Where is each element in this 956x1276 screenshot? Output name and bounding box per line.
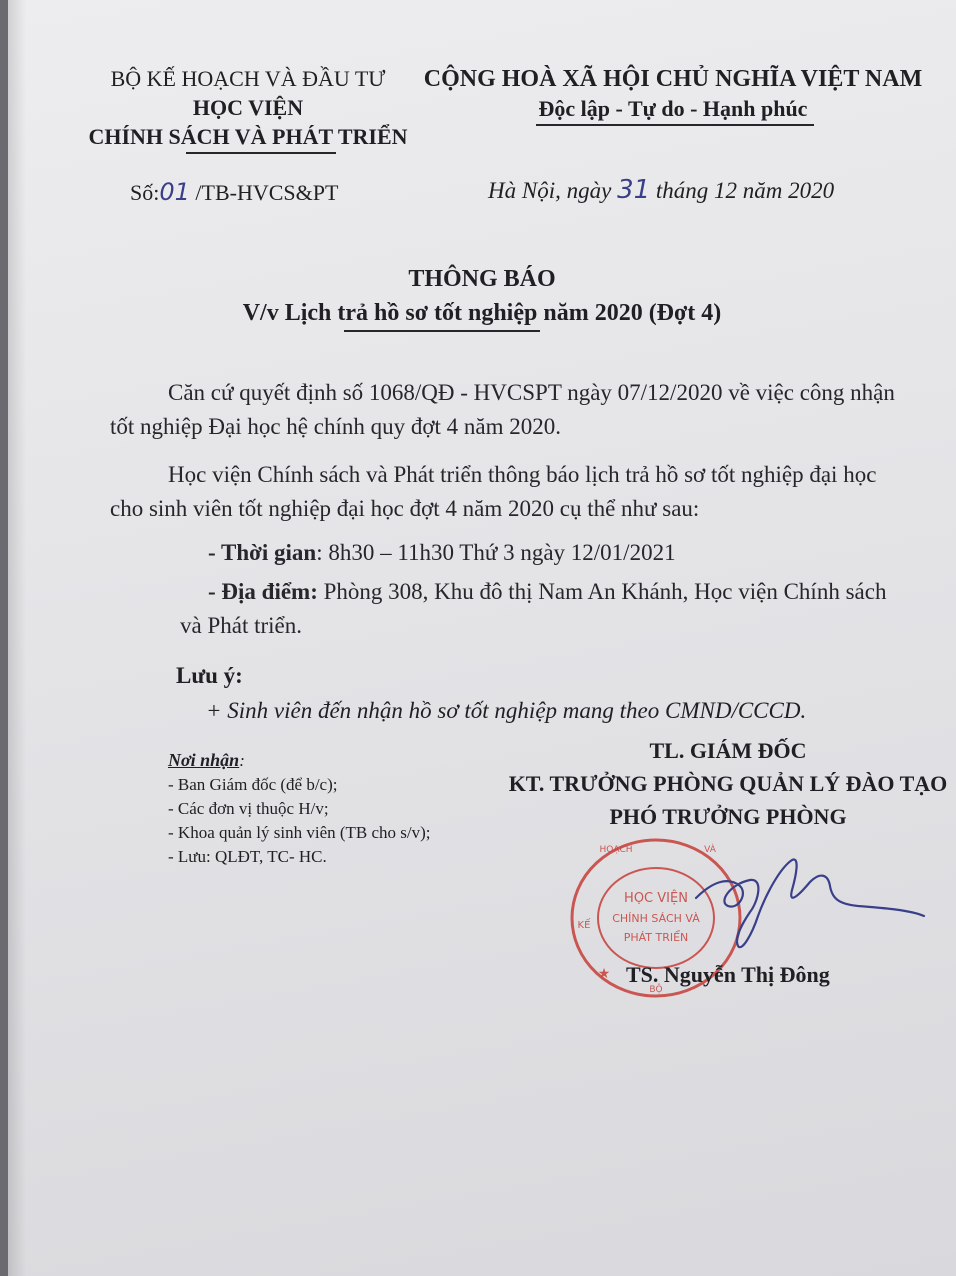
handwritten-signature <box>688 846 928 956</box>
title-main: THÔNG BÁO <box>408 266 556 292</box>
place-value: Phòng 308, Khu đô thị Nam An Khánh, Học viện Chính sách và Phát triển. <box>180 579 887 638</box>
stamp-inner-line2: CHÍNH SÁCH VÀ <box>612 912 700 925</box>
recipients-title-colon: : <box>239 751 245 770</box>
notice-title <box>8 262 956 330</box>
document-number <box>130 178 338 206</box>
document-number-suffix: /TB-HVCS&PT <box>189 180 339 205</box>
recipients-title: Nơi nhận <box>168 750 240 770</box>
signer-name: TS. Nguyễn Thị Đông <box>626 962 830 987</box>
recipient-item: - Lưu: QLĐT, TC- HC. <box>168 847 327 866</box>
signature-line-2: KT. TRƯỞNG PHÒNG QUẢN LÝ ĐÀO TẠO <box>508 771 948 796</box>
recipient-item: - Khoa quản lý sinh viên (TB cho s/v); <box>168 823 431 842</box>
institute-name-line1: HỌC VIỆN <box>192 95 304 120</box>
issuer-header <box>58 64 438 151</box>
date-prefix: Hà Nội, ngày <box>488 178 618 203</box>
motto-underline <box>536 124 814 126</box>
note-item: + Sinh viên đến nhận hồ sơ tốt nghiệp mang theo CMND/CCCD. <box>206 698 807 723</box>
issuer-underline <box>186 152 336 154</box>
national-motto: Độc lập - Tự do - Hạnh phúc <box>538 96 808 121</box>
schedule-time <box>208 536 676 570</box>
time-value: : 8h30 – 11h30 Thứ 3 ngày 12/01/2021 <box>316 540 676 565</box>
document-number-handwritten: 01 <box>159 178 190 206</box>
paragraph-announcement: Học viện Chính sách và Phát triển thông báo lịch trả hồ sơ tốt nghiệp đại học cho sinh viên tốt nghiệp đại học đợt 4 năm 2020 cụ thể như sau: <box>110 462 877 521</box>
national-header <box>418 64 928 124</box>
stamp-inner-line1: HỌC VIỆN <box>624 891 688 906</box>
time-label: - Thời gian <box>208 540 317 565</box>
stamp-ring-char: KẾ <box>577 920 591 931</box>
schedule-place <box>180 575 900 643</box>
note-label: Lưu ý: <box>176 663 243 688</box>
document-date <box>488 175 834 205</box>
paragraph-legal-basis: Căn cứ quyết định số 1068/QĐ - HVCSPT ngày 07/12/2020 về việc công nhận tốt nghiệp Đại học hệ chính quy đợt 4 năm 2020. <box>110 380 895 439</box>
date-day-handwritten: 31 <box>617 175 651 205</box>
stamp-ring-char: VÀ <box>704 845 716 855</box>
place-label: - Địa điểm: <box>208 579 318 604</box>
signature-line-3: PHÓ TRƯỞNG PHÒNG <box>609 804 847 829</box>
date-suffix: tháng 12 năm 2020 <box>650 178 835 203</box>
recipient-item: - Các đơn vị thuộc H/v; <box>168 799 329 818</box>
recipient-item: - Ban Giám đốc (để b/c); <box>168 775 338 794</box>
title-underline <box>344 330 540 332</box>
stamp-inner-line3: PHÁT TRIỂN <box>623 931 689 944</box>
title-subject: V/v Lịch trả hồ sơ tốt nghiệp năm 2020 (Đợt 4) <box>242 300 722 326</box>
signature-block <box>498 734 956 833</box>
ministry-name: BỘ KẾ HOẠCH VÀ ĐẦU TƯ <box>110 66 386 91</box>
stamp-ring-char: BỘ <box>649 985 663 995</box>
document-number-prefix: Số: <box>130 180 160 205</box>
signature-line-1: TL. GIÁM ĐỐC <box>649 738 807 763</box>
stamp-star-icon: ★ <box>597 966 611 982</box>
document-page <box>8 0 956 1276</box>
country-name: CỘNG HOÀ XÃ HỘI CHỦ NGHĨA VIỆT NAM <box>423 66 923 92</box>
recipients-list <box>168 748 431 869</box>
institute-name-line2: CHÍNH SÁCH VÀ PHÁT TRIỂN <box>88 124 408 149</box>
stamp-ring-char: HOẠCH <box>599 845 633 855</box>
